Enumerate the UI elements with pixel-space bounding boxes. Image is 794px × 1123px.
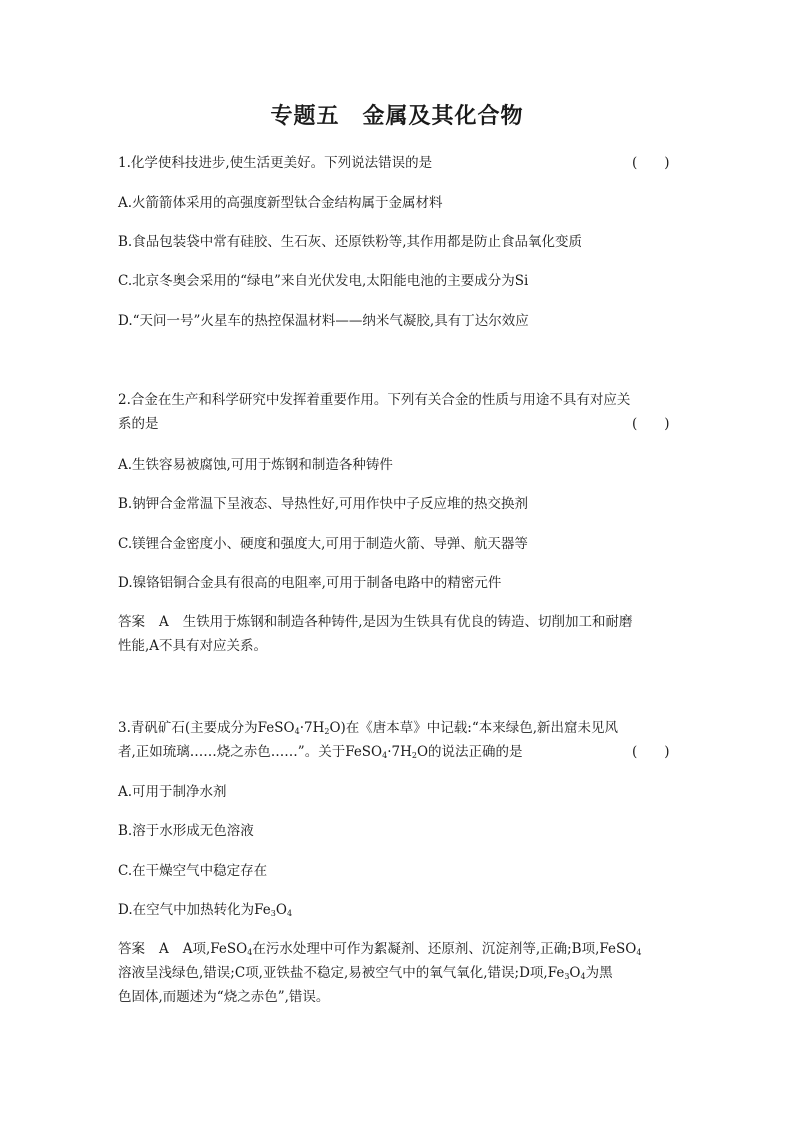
q2-answer-bracket: ( )	[632, 416, 670, 432]
q2-option-a: A.生铁容易被腐蚀,可用于炼钢和制造各种铸件	[118, 457, 393, 473]
q3-answer-line1: 答案 A A项,FeSO$_4$在污水处理中可作为絮凝剂、还原剂、沉淀剂等,正确;B项,FeSO$_4$	[118, 941, 642, 957]
q3-stem-line2: 者,正如琉璃……烧之赤色……”。关于$FeSO_4\cdot 7H_2O$的说法正确的是	[118, 744, 523, 760]
q2-answer-label: 答案	[118, 614, 145, 630]
q1-stem: 1.化学使科技进步,使生活更美好。下列说法错误的是	[118, 155, 433, 171]
q2-answer-choice: A	[159, 614, 169, 630]
q2-option-b: B.钠钾合金常温下呈液态、导热性好,可用作快中子反应堆的热交换剂	[118, 496, 529, 512]
q3-stem-line1: 3.青矾矿石(主要成分为$FeSO_4\cdot 7H_2O$)在《唐本草》中记载:“本来绿色,新出窟未见风	[118, 720, 619, 736]
q2-answer-text-line1: 生铁用于炼钢和制造各种铸件,是因为生铁具有优良的铸造、切削加工和耐磨	[182, 614, 633, 630]
q3-answer-line3: 色固体,而题述为“烧之赤色”,错误。	[118, 989, 330, 1005]
q3-option-a: A.可用于制净水剂	[118, 784, 227, 800]
q2-answer-text-line2: 性能,A不具有对应关系。	[118, 638, 268, 654]
q3-option-b: B.溶于水形成无色溶液	[118, 823, 254, 839]
q1-option-a: A.火箭箭体采用的高强度新型钛合金结构属于金属材料	[118, 195, 443, 211]
q2-option-d: D.镍铬铝铜合金具有很高的电阻率,可用于制备电路中的精密元件	[118, 575, 502, 591]
q2-option-c: C.镁锂合金密度小、硬度和强度大,可用于制造火箭、导弹、航天器等	[118, 536, 528, 552]
q3-answer-choice: A	[159, 941, 169, 957]
q3-option-d: D.在空气中加热转化为$Fe_3O_4$	[118, 902, 293, 918]
q3-option-c: C.在干燥空气中稳定存在	[118, 863, 268, 879]
q3-answer-bracket: ( )	[632, 744, 670, 760]
q2-stem-line2: 系的是	[118, 416, 159, 432]
q2-answer	[118, 611, 678, 633]
q1-option-d: D.“天问一号”火星车的热控保温材料——纳米气凝胶,具有丁达尔效应	[118, 313, 529, 329]
page-title: 专题五 金属及其化合物	[270, 103, 524, 129]
q2-stem-line1: 2.合金在生产和科学研究中发挥着重要作用。下列有关合金的性质与用途不具有对应关	[118, 392, 631, 408]
q1-option-c: C.北京冬奥会采用的“绿电”来自光伏发电,太阳能电池的主要成分为Si	[118, 273, 529, 289]
q1-answer-bracket: ( )	[632, 155, 670, 171]
q1-option-b: B.食品包装袋中常有硅胶、生石灰、还原铁粉等,其作用都是防止食品氧化变质	[118, 234, 583, 250]
q3-answer-label: 答案	[118, 941, 145, 957]
q3-answer-line2: 溶液呈浅绿色,错误;C项,亚铁盐不稳定,易被空气中的氧气氧化,错误;D项$,Fe_3O_4$为黑	[118, 965, 613, 981]
